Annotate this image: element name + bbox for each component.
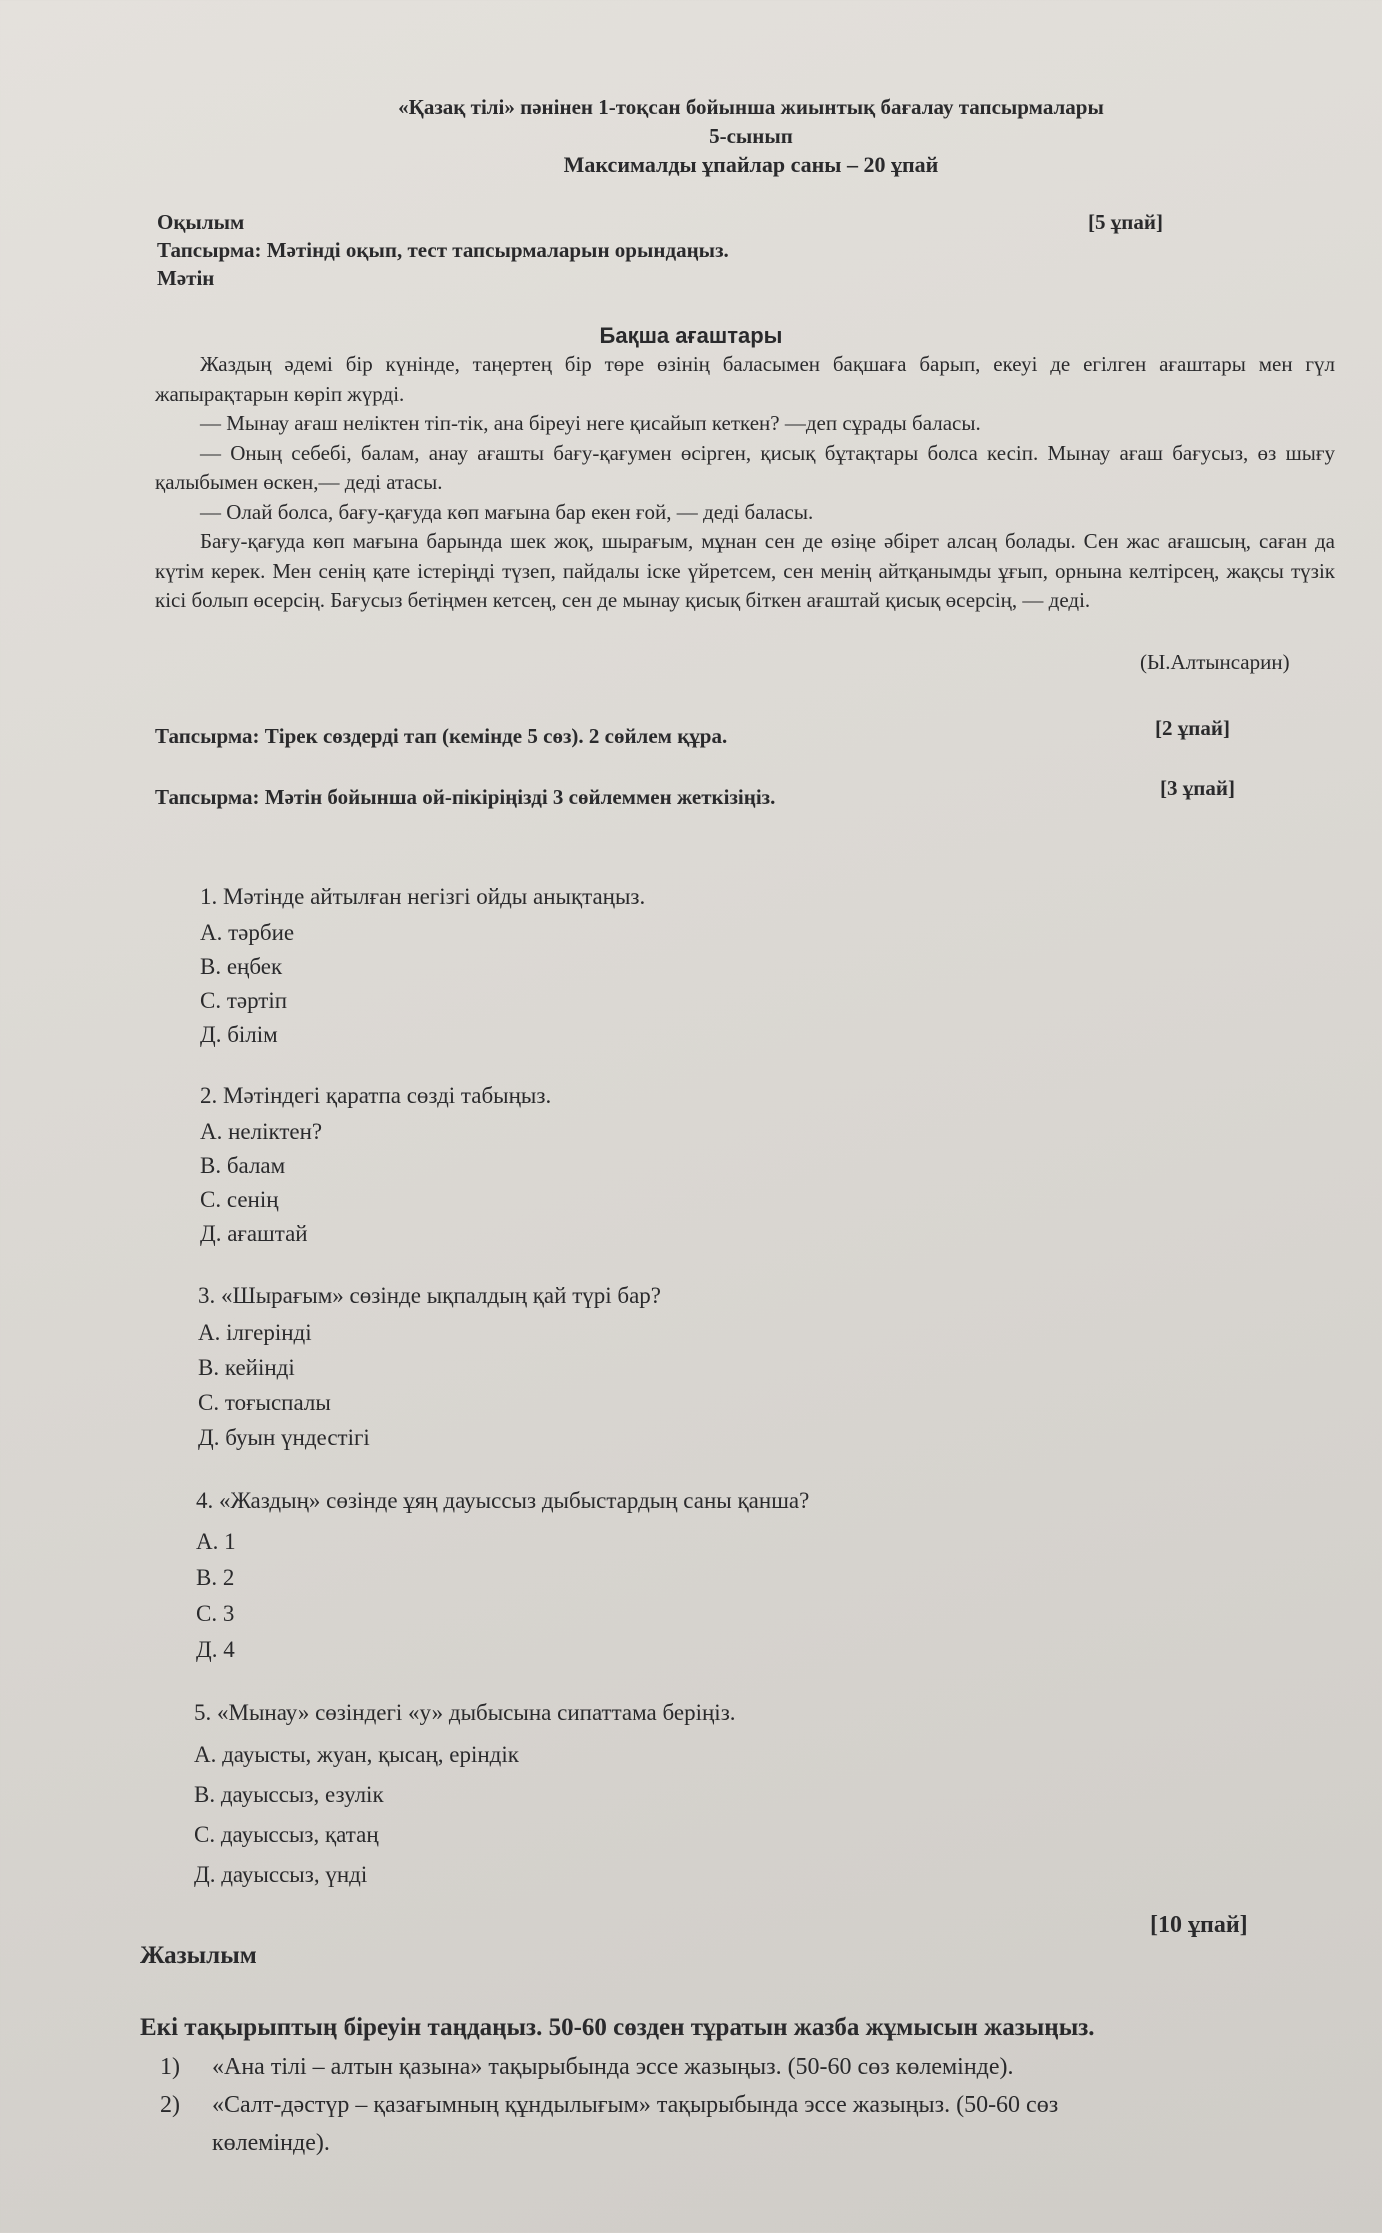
option-d: Д. дауыссыз, үнді bbox=[194, 1862, 368, 1887]
story-paragraph: — Олай болса, бағу-қағуда көп мағына бар екен ғой, — деді баласы. bbox=[200, 499, 814, 524]
writing-instruction: Екі тақырыптың біреуін таңдаңыз. 50-60 сөзден тұратын жазба жұмысын жазыңыз. bbox=[140, 2014, 1095, 2041]
option-b: В. кейінді bbox=[198, 1355, 295, 1380]
story-paragraph: — Оның себебі, балам, анау ағашты бағу-қағумен өсірген, қисық бұтақтары болса кесіп. Мынау ағаш бағусыз, өз шығу қалыбымен өскен,— деді атасы. bbox=[155, 440, 1335, 494]
reading-points: [5 ұпай] bbox=[1088, 210, 1163, 234]
task3-text: Тапсырма: Мәтін бойынша ой-пікіріңізді 3 сөйлеммен жеткізіңіз. bbox=[155, 785, 776, 809]
option-b: В. дауыссыз, езулік bbox=[194, 1782, 384, 1807]
option-d: Д. 4 bbox=[196, 1637, 235, 1662]
task3-points: [3 ұпай] bbox=[1160, 776, 1235, 800]
task2-points: [2 ұпай] bbox=[1155, 716, 1230, 740]
option-a: А. дауысты, жуан, қысаң, еріндік bbox=[194, 1742, 519, 1767]
header-grade: 5-сынып bbox=[709, 124, 793, 148]
option-d: Д. буын үндестігі bbox=[198, 1425, 370, 1450]
reading-task bbox=[157, 238, 729, 263]
writing-item-1-text: «Ана тілі – алтын қазына» тақырыбында эссе жазыңыз. (50-60 сөз көлемінде). bbox=[212, 2054, 1014, 2080]
text-label: Мәтін bbox=[157, 266, 215, 290]
option-c: С. 3 bbox=[196, 1601, 235, 1626]
option-c: С. тоғыспалы bbox=[198, 1390, 331, 1415]
option-a: А. ілгерінді bbox=[198, 1320, 312, 1345]
writing-item-1-num: 1) bbox=[160, 2054, 180, 2080]
option-c: С. тәртіп bbox=[200, 988, 288, 1013]
writing-points: [10 ұпай] bbox=[1150, 1912, 1248, 1938]
question-3: 3. «Шырағым» сөзінде ықпалдың қай түрі бар? bbox=[198, 1283, 661, 1308]
story-title: Бақша ағаштары bbox=[599, 323, 783, 348]
question-5: 5. «Мынау» сөзіндегі «у» дыбысына сипаттама беріңіз. bbox=[194, 1700, 736, 1725]
option-d: Д. ағаштай bbox=[200, 1221, 308, 1246]
story-text bbox=[155, 350, 1335, 616]
header-max-points: Максималды ұпайлар саны – 20 ұпай bbox=[563, 152, 939, 177]
story-paragraph: — Мынау ағаш неліктен тіп-тік, ана біреуі неге қисайып кеткен? —деп сұрады баласы. bbox=[200, 411, 981, 435]
story-paragraph: Жаздың әдемі бір күнінде, таңертең бір төре өзінің баласымен бақшаға барып, екеуі де егілген ағаштары мен гүл жапырақтарын көріп жүрді. bbox=[155, 352, 1335, 406]
question-2: 2. Мәтіндегі қаратпа сөзді табыңыз. bbox=[200, 1083, 552, 1108]
option-b: В. 2 bbox=[196, 1565, 235, 1590]
writing-section-title: Жазылым bbox=[140, 1942, 257, 1969]
option-c: С. сенің bbox=[200, 1187, 279, 1212]
header-title: «Қазақ тілі» пәнінен 1-тоқсан бойынша жиынтық бағалау тапсырмалары bbox=[398, 95, 1104, 119]
story-author: (Ы.Алтынсарин) bbox=[1140, 650, 1290, 674]
option-c: С. дауыссыз, қатаң bbox=[194, 1822, 379, 1847]
question-1: 1. Мәтінде айтылған негізгі ойды анықтаңыз. bbox=[200, 884, 646, 909]
option-b: В. балам bbox=[200, 1153, 286, 1178]
option-a: А. 1 bbox=[196, 1529, 236, 1554]
writing-item-2-text: «Салт-дәстүр – қазағымның құндылығым» тақырыбында эссе жазыңыз. (50-60 сөз bbox=[212, 2092, 1059, 2118]
reading-task-text: : Мәтінді оқып, тест тапсырмаларын орындаңыз. bbox=[254, 238, 729, 262]
task2-text: Тапсырма: Тірек сөздерді тап (кемінде 5 сөз). 2 сөйлем құра. bbox=[155, 724, 728, 748]
story-paragraph: Бағу-қағуда көп мағына барында шек жоқ, шырағым, мұнан сен де өзіңе әбірет алсаң болады. Сен жас ағашсың, саған да күтім керек. Мен сенің қате істеріңді түзеп, пайдалы іске үйретсем, сен менің айтқанымды ұғып, орнына келтірсең, жақсы түзік кісі болып өсерсің. Бағусыз бетіңмен кетсең, сен де мынау қисық біткен ағаштай қисық өсерсің, — деді. bbox=[155, 529, 1335, 612]
option-a: А. тәрбие bbox=[200, 920, 295, 945]
writing-item-2-num: 2) bbox=[160, 2092, 180, 2118]
option-b: В. еңбек bbox=[200, 954, 283, 979]
option-a: А. неліктен? bbox=[200, 1119, 323, 1144]
reading-task-label: Тапсырма bbox=[157, 238, 255, 262]
option-d: Д. білім bbox=[200, 1022, 278, 1047]
question-4: 4. «Жаздың» сөзінде ұяң дауыссыз дыбыстардың саны қанша? bbox=[196, 1488, 810, 1513]
writing-item-2-cont: көлемінде). bbox=[212, 2130, 330, 2156]
reading-section-title: Оқылым bbox=[157, 210, 245, 234]
